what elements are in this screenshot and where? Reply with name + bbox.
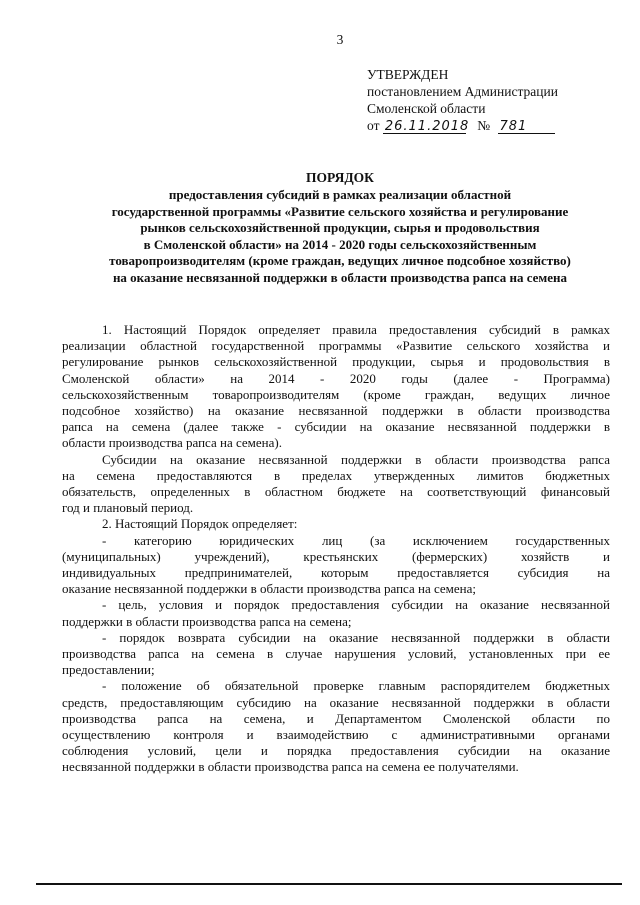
- text-line: рапса на семена (далее также - субсидии на оказание несвязанной поддержки в: [62, 419, 610, 435]
- subtitle-line: государственной программы «Развитие сельского хозяйства и регулирование: [111, 203, 569, 219]
- document-title: ПОРЯДОК: [306, 170, 374, 185]
- text-line: реализации областной государственной программы «Развитие сельского хозяйства и: [62, 338, 610, 354]
- text-line: сельскохозяйственным товаропроизводителям (кроме граждан, ведущих личное: [62, 386, 610, 402]
- date-prefix: от: [367, 118, 380, 133]
- subtitle-line: рынков сельскохозяйственной продукции, сырья и продовольствия: [140, 220, 540, 236]
- text-line: регулирование рынков сельскохозяйственной продукции, сырья и продовольствия в: [62, 354, 610, 370]
- text-line: соблюдения условий, цели и порядка предоставления субсидии на оказание: [62, 743, 610, 759]
- text-line: - положение об обязательной проверке главным распорядителем бюджетных: [102, 678, 610, 694]
- paragraph-scope: [62, 322, 610, 452]
- subtitle-line: в Смоленской области» на 2014 - 2020 годы сельскохозяйственным: [143, 236, 537, 252]
- text-line: производства рапса на семена в случае нарушения условий, установленных при ее: [62, 646, 610, 662]
- text-line: несвязанной поддержки в области производства рапса на семена ее получателями.: [62, 759, 519, 775]
- text-line: поддержки в области производства рапса на семена;: [62, 613, 352, 629]
- paragraph-funding: [62, 452, 610, 517]
- subtitle-line: товаропроизводителям (кроме граждан, ведущих личное подсобное хозяйство): [109, 253, 571, 269]
- text-line: год и плановый период.: [62, 500, 194, 516]
- text-line: подсобное хозяйство) на оказание несвязанной поддержки в области производства: [62, 403, 610, 419]
- text-line: Субсидии на оказание несвязанной поддержки в области производства рапса: [102, 451, 610, 467]
- list-item-category: [62, 533, 610, 598]
- list-item-purpose: [62, 597, 610, 629]
- document-subtitle: [55, 187, 625, 287]
- text-line: индивидуальных предпринимателей, которым предоставляется субсидия на: [62, 565, 610, 581]
- approval-heading: УТВЕРЖДЕН: [367, 67, 449, 82]
- text-line: (муниципальных) учреждений), крестьянских (фермерских) хозяйств и: [62, 548, 610, 564]
- text-line: - порядок возврата субсидии на оказание несвязанной поддержки в области: [102, 629, 610, 645]
- text-line: - цель, условия и порядок предоставления субсидии на оказание несвязанной: [102, 597, 610, 613]
- text-line: средств, предоставляющим субсидию на оказание несвязанной поддержки в области: [62, 694, 610, 710]
- text-line: 1. Настоящий Порядок определяет правила предоставления субсидий в рамках: [102, 322, 610, 337]
- text-line: предоставлении;: [62, 662, 155, 678]
- page-number: 3: [336, 32, 344, 47]
- text-line: области производства рапса на семена).: [62, 435, 282, 451]
- document-body: [62, 322, 610, 776]
- text-line: - категорию юридических лиц (за исключением государственных: [102, 532, 610, 548]
- handwritten-date: 26.11.2018: [384, 119, 470, 134]
- paragraph-defines: [62, 516, 610, 532]
- handwritten-number: 781: [498, 120, 555, 134]
- text-line: оказание несвязанной поддержки в области производства рапса на семена;: [62, 581, 476, 597]
- approval-region: Смоленской области: [367, 101, 486, 116]
- list-item-refund: [62, 630, 610, 679]
- number-prefix: №: [477, 118, 491, 133]
- approval-date-line: [367, 117, 617, 134]
- list-item-control: [62, 678, 610, 775]
- subtitle-line: предоставления субсидий в рамках реализации областной: [168, 187, 512, 202]
- text-line: осуществлению контроля и взаимодействию с административными органами: [62, 727, 610, 743]
- bottom-divider: [36, 883, 622, 885]
- text-line: Смоленской области» на 2014 - 2020 годы (далее - Программа): [62, 370, 610, 386]
- text-line: обязательств, определенных в областном бюджете на соответствующий финансовый: [62, 484, 610, 500]
- text-line: 2. Настоящий Порядок определяет:: [102, 516, 298, 532]
- subtitle-line: на оказание несвязанной поддержки в области производства рапса на семена: [112, 269, 568, 285]
- approval-stamp: [367, 66, 617, 134]
- text-line: на семена предоставляются в пределах утвержденных лимитов бюджетных: [62, 467, 610, 483]
- approval-issuer: постановлением Администрации: [367, 84, 558, 99]
- text-line: производства рапса на семена, и Департаментом Смоленской области по: [62, 710, 610, 726]
